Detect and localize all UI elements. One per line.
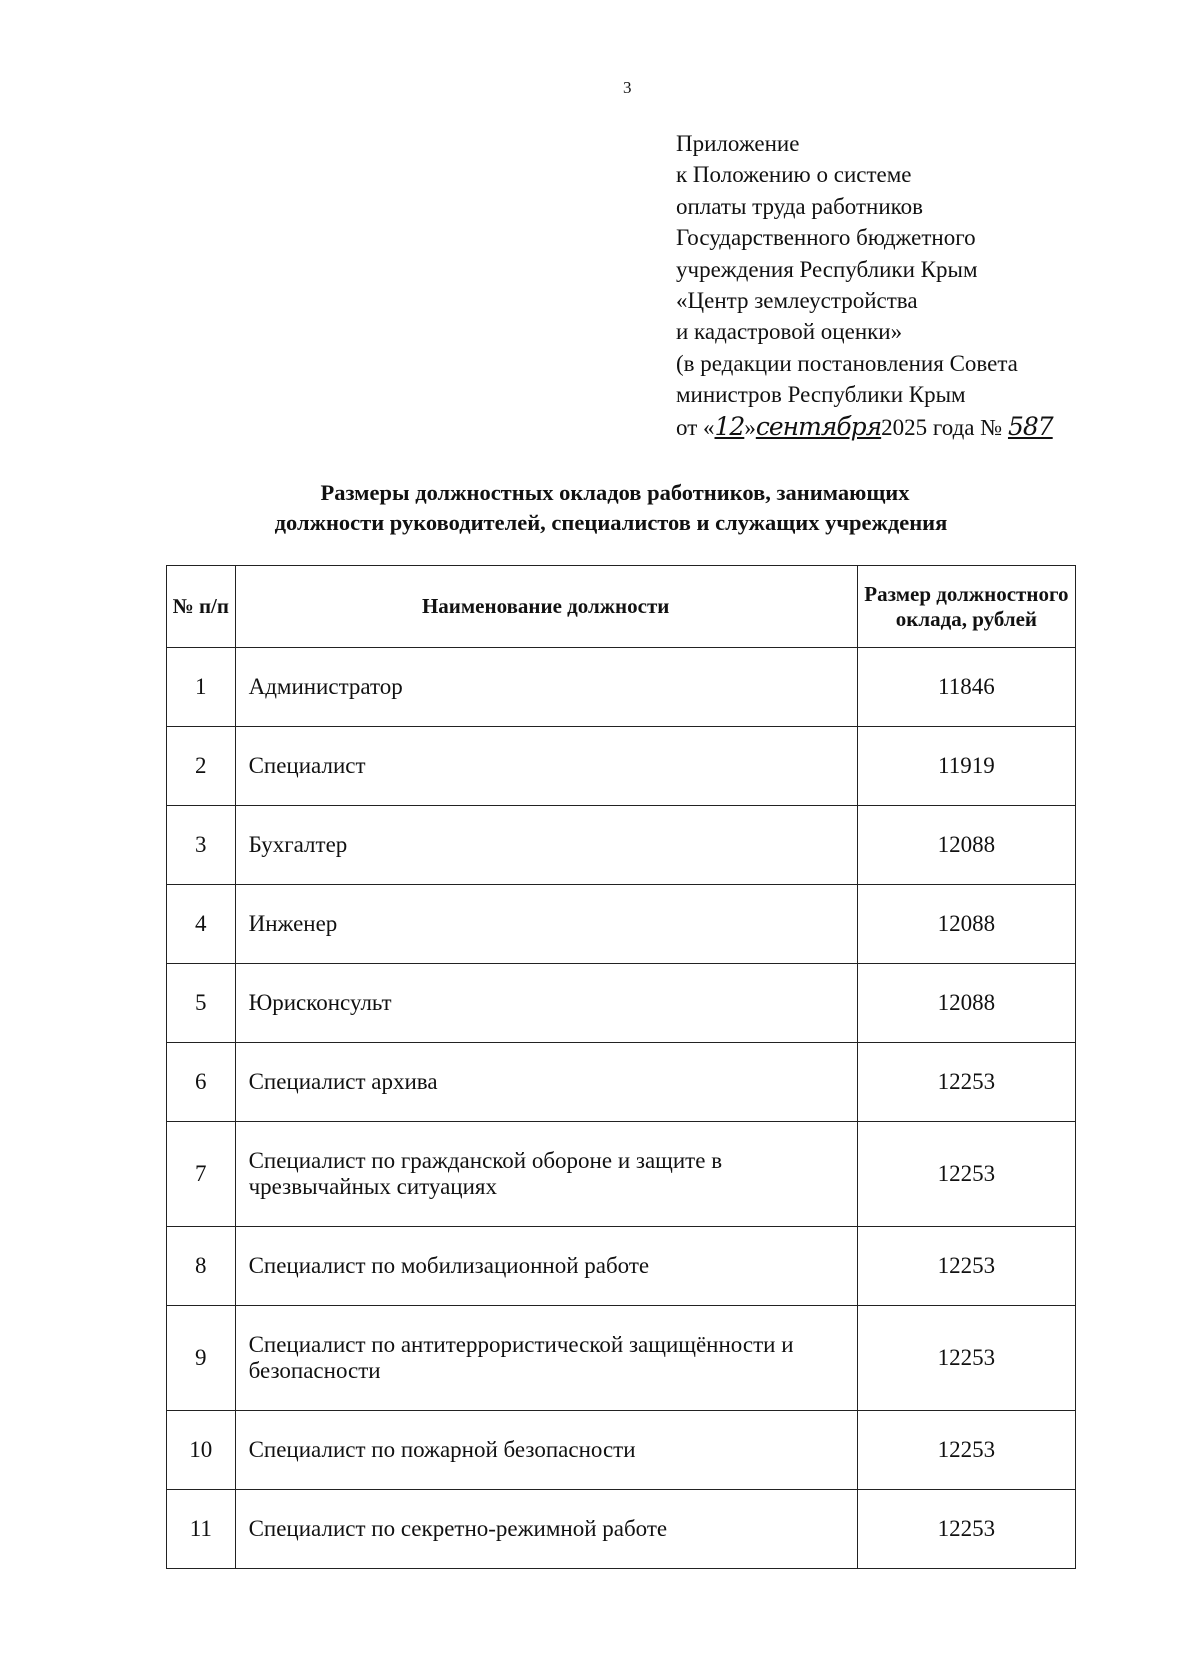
row-number: 1 [167, 648, 236, 727]
handwritten-number: 587 [1007, 411, 1053, 441]
row-number: 11 [167, 1490, 236, 1569]
table-row [167, 885, 1076, 964]
appendix-block [676, 128, 1096, 443]
table-header-row [167, 566, 1076, 648]
row-position: Юрисконсульт [235, 964, 857, 1043]
row-salary: 12088 [857, 806, 1075, 885]
appendix-line: (в редакции постановления Совета [676, 350, 1018, 376]
row-number: 10 [167, 1411, 236, 1490]
page-number: 3 [623, 78, 632, 97]
row-number: 7 [167, 1122, 236, 1227]
row-position: Инженер [235, 885, 857, 964]
title-line-1: Размеры должностных окладов работников, занимающих [320, 480, 910, 505]
table-row [167, 1306, 1076, 1411]
appendix-date-line [676, 411, 1096, 443]
header-number: № п/п [167, 566, 236, 648]
title-line-2: должности руководителей, специалистов и служащих учреждения [274, 510, 948, 535]
table-row [167, 1411, 1076, 1490]
date-prefix: от « [676, 414, 715, 440]
row-number: 2 [167, 727, 236, 806]
table-row [167, 648, 1076, 727]
appendix-line: к Положению о системе [676, 162, 912, 188]
table-row [167, 964, 1076, 1043]
appendix-line: Приложение [676, 131, 800, 156]
row-number: 6 [167, 1043, 236, 1122]
row-position: Администратор [235, 648, 857, 727]
row-number: 8 [167, 1227, 236, 1306]
table-row [167, 806, 1076, 885]
appendix-line: учреждения Республики Крым [676, 256, 978, 282]
appendix-line: «Центр землеустройства [676, 288, 918, 314]
row-salary: 12253 [857, 1411, 1075, 1490]
row-salary: 12088 [857, 885, 1075, 964]
row-salary: 11846 [857, 648, 1075, 727]
table-row [167, 1490, 1076, 1569]
row-number: 5 [167, 964, 236, 1043]
table-row [167, 1227, 1076, 1306]
row-position: Специалист по мобилизационной работе [235, 1227, 857, 1306]
date-year: 2025 года № [881, 414, 1003, 440]
row-number: 3 [167, 806, 236, 885]
appendix-line: оплаты труда работников [676, 193, 924, 219]
table-row [167, 727, 1076, 806]
appendix-line: и кадастровой оценки» [676, 319, 903, 345]
handwritten-day: 12 [714, 411, 745, 441]
header-position: Наименование должности [235, 566, 857, 648]
row-position: Специалист по секретно-режимной работе [235, 1490, 857, 1569]
row-salary: 12253 [857, 1122, 1075, 1227]
row-position: Специалист по антитеррористической защищённости и безопасности [235, 1306, 857, 1411]
row-number: 4 [167, 885, 236, 964]
row-position: Специалист по пожарной безопасности [235, 1411, 857, 1490]
row-salary: 12253 [857, 1490, 1075, 1569]
row-salary: 12253 [857, 1227, 1075, 1306]
row-number: 9 [167, 1306, 236, 1411]
row-position: Специалист [235, 727, 857, 806]
row-salary: 12253 [857, 1043, 1075, 1122]
date-separator: » [744, 414, 756, 440]
header-salary: Размер должностного оклада, рублей [857, 566, 1075, 648]
document-title [150, 478, 1050, 538]
table-row [167, 1043, 1076, 1122]
row-salary: 11919 [857, 727, 1075, 806]
row-salary: 12253 [857, 1306, 1075, 1411]
row-position: Специалист архива [235, 1043, 857, 1122]
handwritten-month: сентября [755, 411, 882, 441]
row-position: Специалист по гражданской обороне и защите в чрезвычайных ситуациях [235, 1122, 857, 1227]
appendix-line: министров Республики Крым [676, 382, 966, 408]
table-row [167, 1122, 1076, 1227]
appendix-line: Государственного бюджетного [676, 225, 976, 251]
row-position: Бухгалтер [235, 806, 857, 885]
salary-table [166, 565, 1076, 1569]
row-salary: 12088 [857, 964, 1075, 1043]
